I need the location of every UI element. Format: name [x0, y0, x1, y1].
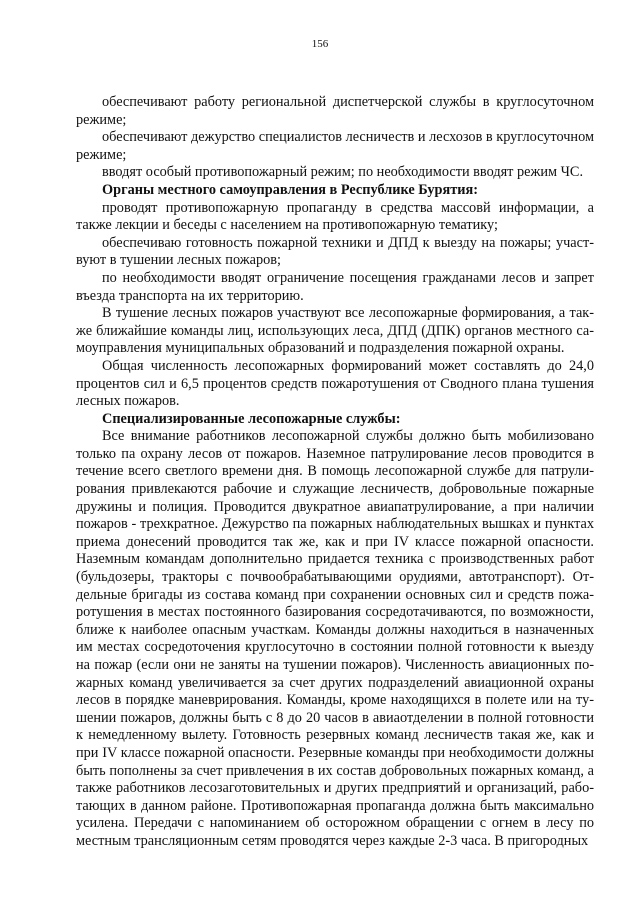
paragraph-5: проводят противопожарную пропаганду в средства массовй информации, а также лекции и беседы с населением на противопожарную тематику;: [76, 199, 594, 234]
section-heading-fire-services: Специализированные лесопожарные службы:: [102, 410, 401, 427]
paragraph-7: по необходимости вводят ограничение посещения гражданами лесов и запрет въезда транспорта на их территорию.: [76, 269, 594, 304]
paragraph-8: В тушение лесных пожаров участвуют все лесопожарные формирования, а также ближайшие команды лиц, использующих леса, ДПД (ДПК) органов местного самоуправления муниципальных образований и подразделения пожарной охраны.: [76, 305, 594, 357]
paragraph-6: обеспечиваю готовность пожарной техники и ДПД к выезду на пожары; участвуют в тушении лесных пожаров;: [76, 234, 594, 269]
document-body: [76, 94, 594, 851]
page-number: 156: [311, 38, 329, 50]
paragraph-3: вводят особый противопожарный режим; по необходимости вводят режим ЧС.: [102, 164, 584, 181]
paragraph-2: обеспечивают дежурство специалистов лесничеств и лесхозов в круглосуточном режиме;: [76, 129, 594, 163]
paragraph-11: Все внимание работников лесопожарной службы должно быть мобилизовано только па охрану лесов от пожаров. Наземное патрулирование лесов проводится в течение всего светлого времени дня. В помощь лесопожарной службе для патрулирования привлекаются рабочие и служащие лесничеств, добровольные пожарные дружины и полиция. Проводится двукратное авиапатрулирование, а при наличии пожаров - трехкратное. Дежурство па пожарных наблюдательных вышках и пунктах приема донесений проводится так же, как и при IV классе пожарной опасности. Наземным командам дополнительно придается техника с производственных работ (бульдозеры, тракторы с почвообрабатывающими орудиями, автотранспорт). Отдельные бригады из состава команд при сохранении основных сил и средств пожаротушения в местах постоянного базирования сосредотачиваются, по возможности, ближе к наиболее опасным участкам. Команды должны находиться в назначенных им местах сосредоточения круглосуточно в состоянии полной готовности к выезду на пожар (если они не заняты на тушении пожаров). Численность авиационных пожарных команд увеличивается за счет других подразделений авиационной охраны лесов в порядке маневрирования. Команды, кроме находящихся в полете или на тушении пожаров, должны быть с 8 до 20 часов в авиаотделении в полной готовности к немедленному вылету. Готовность резервных команд лесничеств такая же, как и при IV классе пожарной опасности. Резервные команды при необходимости должны быть пополнены за счет привлечения в их состав добровольных пожарных команд, а также работников лесозаготовительных и других предприятий и организаций, работающих в данном районе. Противопожарная пропаганда должна быть максимально усилена. Передачи с напоминанием об осторожном обращении с огнем в лесу по местным трансляционным сетям проводятся через каждые 2-3 часа. В пригородных: [76, 428, 594, 849]
section-heading-local-government: Органы местного самоуправления в Республике Бурятия:: [102, 181, 478, 198]
paragraph-1: обеспечивают работу региональной диспетчерской службы в круглосуточном режиме;: [76, 94, 594, 128]
paragraph-9: Общая численность лесопожарных формирований может составлять до 24,0 процентов сил и 6,5 процентов средств пожаротушения от Сводного плана тушения лесных пожаров.: [76, 357, 594, 410]
